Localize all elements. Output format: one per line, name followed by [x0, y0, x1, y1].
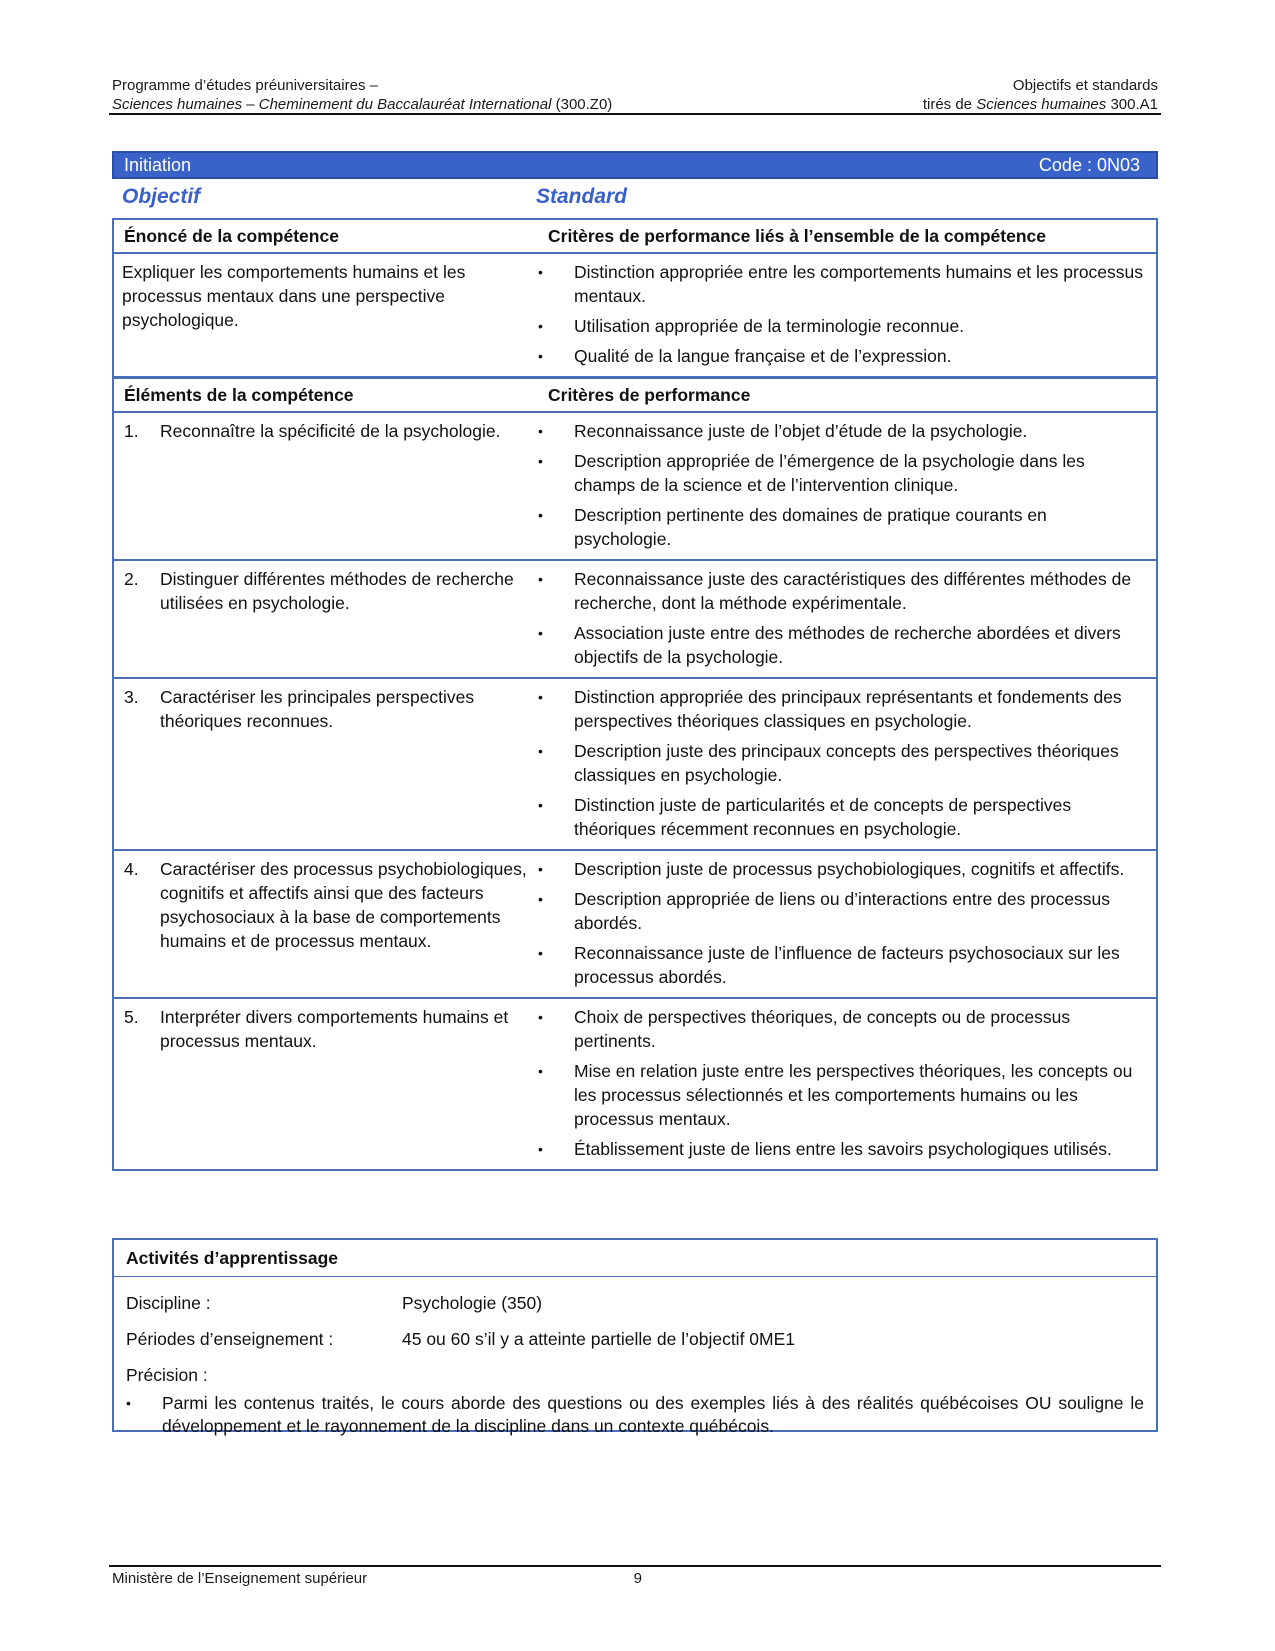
running-header	[112, 76, 1158, 114]
competence-statement-text: Expliquer les comportements humains et les processus mentaux dans une perspective psychologique.	[122, 262, 466, 330]
element-row-4: 4. Caractériser des processus psychobiologiques, cognitifs et affectifs ainsi que des facteurs psychosociaux à la base de comportements humains et de processus mentaux. • Description juste de processus psychobiologiques, cognitifs et affectifs. • Description appropriée de liens ou d’interactions entre des processus abordés. • Reconnaissance juste de l’influence de facteurs psychosociaux sur les processus abordés.	[114, 851, 1156, 999]
list-item: • Choix de perspectives théoriques, de concepts ou de processus pertinents.	[538, 1007, 1071, 1051]
competence-elements-header	[114, 379, 1156, 413]
element-text: Distinguer différentes méthodes de recherche utilisées en psychologie.	[160, 569, 514, 613]
elements-label: Éléments de la compétence	[124, 385, 354, 405]
learning-activities-box	[112, 1238, 1158, 1436]
course-code: Code : 0N03	[1038, 154, 1140, 175]
objectif-heading: Objectif	[122, 185, 201, 208]
list-item: • Reconnaissance juste des caractéristiques des différentes méthodes de recherche, dont la méthode expérimentale.	[538, 569, 1132, 613]
element-row-2: 2. Distinguer différentes méthodes de recherche utilisées en psychologie. • Reconnaissance juste des caractéristiques des différentes méthodes de recherche, dont la méthode expérimentale. • Association juste entre des méthodes de recherche abordées et divers objectifs de la psychologie.	[114, 561, 1156, 679]
list-item: • Qualité de la langue française et de l’expression.	[538, 346, 952, 366]
competence-statement-header	[114, 220, 1156, 254]
discipline-row: Discipline : Psychologie (350)	[126, 1293, 543, 1313]
element-text: Caractériser des processus psychobiologiques, cognitifs et affectifs ainsi que des facteurs psychosociaux à la base de comportements humains et de processus mentaux.	[160, 859, 527, 951]
list-item: • Description appropriée de l’émergence de la psychologie dans les champs de la science et de l’intervention clinique.	[538, 451, 1085, 495]
column-headings	[122, 185, 1152, 213]
activities-title: Activités d’apprentissage	[114, 1240, 1156, 1277]
course-level: Initiation	[124, 154, 192, 175]
statement-label: Énoncé de la compétence	[124, 226, 339, 246]
program-subtitle: Sciences humaines – Cheminement du Baccalauréat International (300.Z0)	[112, 96, 613, 113]
list-item: • Distinction appropriée des principaux représentants et fondements des perspectives théoriques classiques en psychologie.	[538, 687, 1122, 731]
precision-text: Parmi les contenus traités, le cours aborde des questions ou des exemples liés à des réalités québécoises OU souligne le développement et le rayonnement de la discipline dans un contexte québécois.	[162, 1393, 1144, 1436]
discipline-value: Psychologie (350)	[402, 1293, 543, 1313]
periods-value: 45 ou 60 s’il y a atteinte partielle de l’objectif 0ME1	[402, 1329, 796, 1349]
list-item: • Reconnaissance juste de l’influence de facteurs psychosociaux sur les processus abordés.	[538, 943, 1120, 987]
page-footer	[112, 1570, 642, 1587]
course-title-bar	[112, 151, 1158, 179]
global-criteria-list	[538, 260, 1156, 368]
list-item: • Reconnaissance juste de l’objet d’étude de la psychologie.	[538, 421, 1028, 441]
source-program: tirés de Sciences humaines 300.A1	[922, 96, 1158, 113]
standard-heading: Standard	[536, 185, 628, 208]
list-item: • Description juste des principaux concepts des perspectives théoriques classiques en psychologie.	[538, 741, 1119, 785]
element-text: Caractériser les principales perspectives théoriques reconnues.	[160, 687, 475, 731]
element-text: Interpréter divers comportements humains et processus mentaux.	[160, 1007, 509, 1051]
list-item: • Description appropriée de liens ou d’interactions entre des processus abordés.	[538, 889, 1110, 933]
list-item: • Distinction juste de particularités et de concepts de perspectives théoriques récemment reconnues en psychologie.	[538, 795, 1072, 839]
competence-statement-row	[114, 254, 1156, 376]
list-item: • Distinction appropriée entre les comportements humains et les processus mentaux.	[538, 262, 1144, 306]
list-item: • Association juste entre des méthodes de recherche abordées et divers objectifs de la psychologie.	[538, 623, 1121, 667]
header-rule	[109, 113, 1161, 115]
periods-row: Périodes d’enseignement : 45 ou 60 s’il y a atteinte partielle de l’objectif 0ME1	[126, 1329, 796, 1349]
criteria-label: Critères de performance	[548, 385, 751, 405]
list-item: • Description pertinente des domaines de pratique courants en psychologie.	[538, 505, 1047, 549]
footer-rule	[109, 1565, 1161, 1567]
program-title: Programme d’études préuniversitaires –	[112, 77, 378, 94]
list-item: • Description juste de processus psychobiologiques, cognitifs et affectifs.	[538, 859, 1125, 879]
competence-elements-box	[112, 377, 1158, 1171]
precision-item: • Parmi les contenus traités, le cours aborde des questions ou des exemples liés à des réalités québécoises OU souligne le développement et le rayonnement de la discipline dans un contexte québécois.	[126, 1393, 1144, 1436]
page-number: 9	[633, 1570, 642, 1587]
element-row-3: 3. Caractériser les principales perspectives théoriques reconnues. • Distinction appropriée des principaux représentants et fondements des perspectives théoriques classiques en psychologie. • Description juste des principaux concepts des perspectives théoriques classiques en psychologie. • Distinction juste de particularités et de concepts de perspectives théoriques récemment reconnues en psychologie.	[114, 679, 1156, 851]
element-text: Reconnaître la spécificité de la psychologie.	[160, 421, 501, 441]
element-row-1: 1. Reconnaître la spécificité de la psychologie. • Reconnaissance juste de l’objet d’étude de la psychologie. • Description appropriée de l’émergence de la psychologie dans les champs de la science et de l’intervention clinique. • Description pertinente des domaines de pratique courants en psychologie.	[114, 413, 1156, 561]
list-item: • Établissement juste de liens entre les savoirs psychologiques utilisés.	[538, 1139, 1112, 1159]
precision-row: Précision :	[126, 1365, 208, 1385]
list-item: • Utilisation appropriée de la terminologie reconnue.	[538, 316, 965, 336]
ministry-name: Ministère de l’Enseignement supérieur	[112, 1570, 368, 1587]
element-row-5: 5. Interpréter divers comportements humains et processus mentaux. • Choix de perspectives théoriques, de concepts ou de processus pertinents. • Mise en relation juste entre les perspectives théoriques, les concepts ou les processus sélectionnés et les comportements humains ou les processus mentaux. • Établissement juste de liens entre les savoirs psychologiques utilisés.	[114, 999, 1156, 1169]
section-title: Objectifs et standards	[1012, 77, 1158, 94]
global-criteria-label: Critères de performance liés à l’ensemble de la compétence	[548, 226, 1046, 246]
list-item: • Mise en relation juste entre les perspectives théoriques, les concepts ou les processus sélectionnés et les comportements humains ou les processus mentaux.	[538, 1061, 1133, 1129]
competence-statement-box	[112, 218, 1158, 378]
